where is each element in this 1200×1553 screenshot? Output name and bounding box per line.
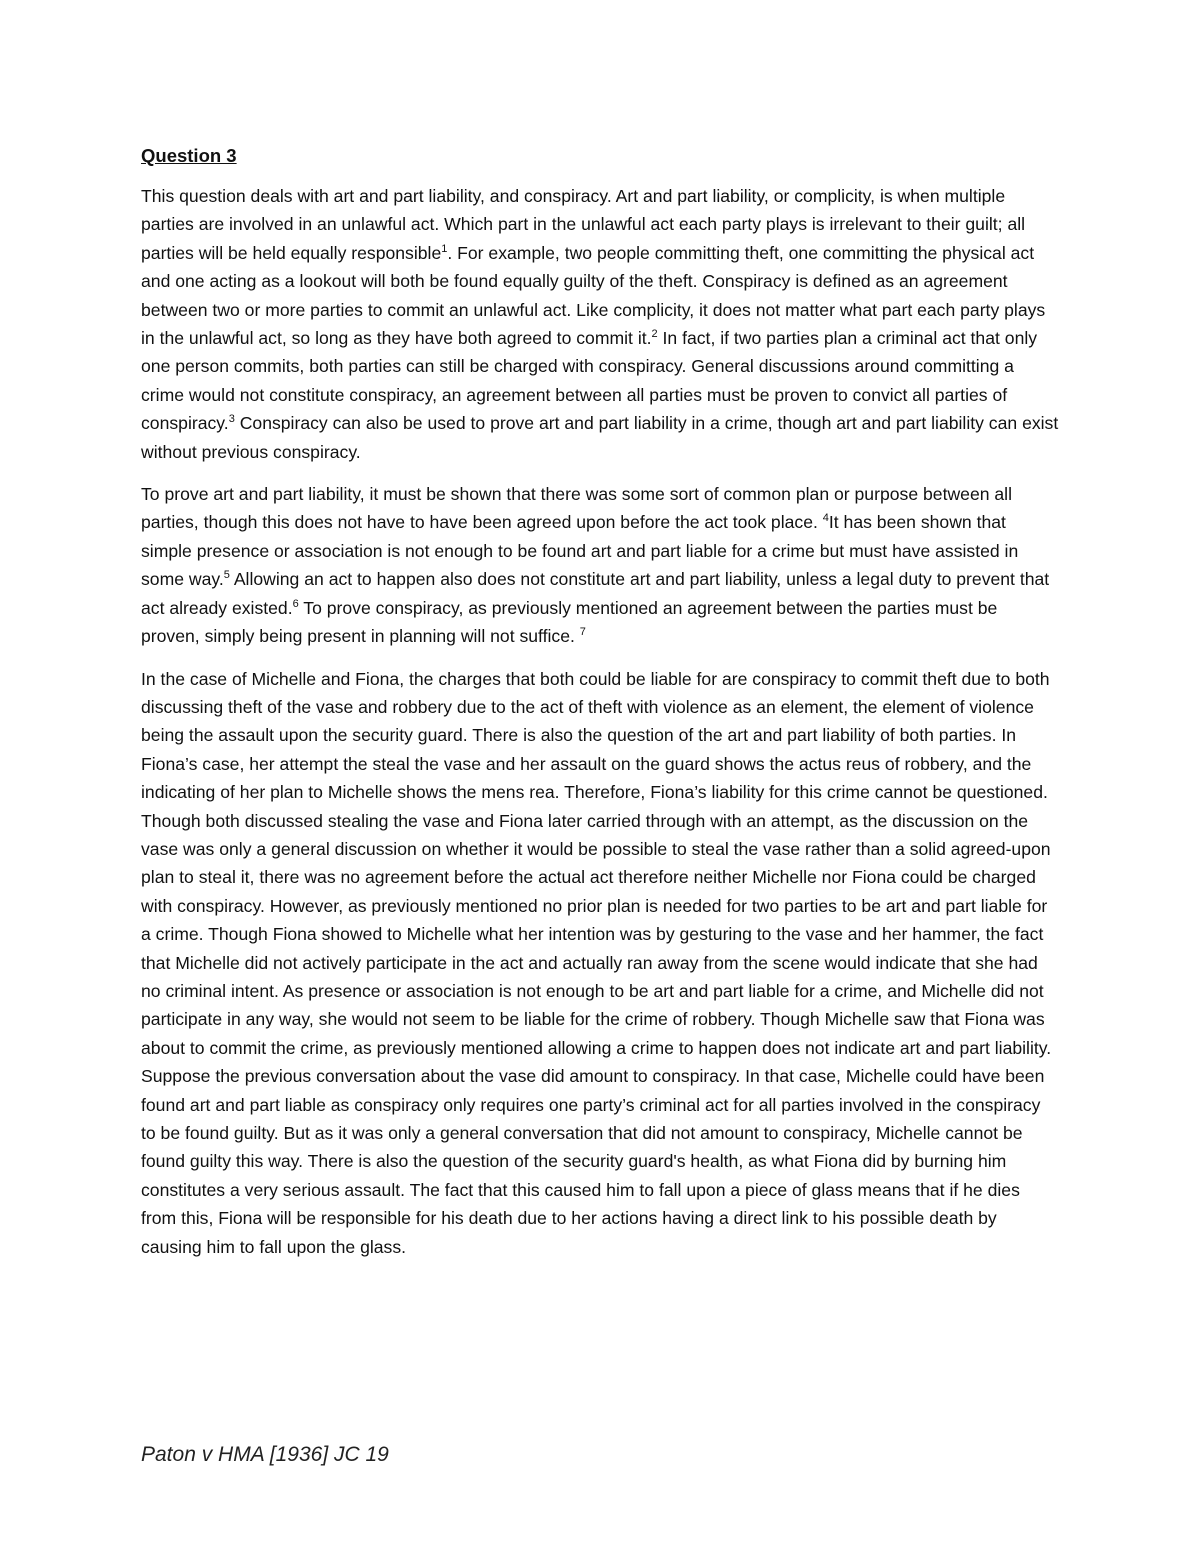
document-body [141,142,1059,1275]
footnote-citation: Paton v HMA [1936] JC 19 [141,1443,389,1466]
paragraph-text: This question deals with art and part liability, and conspiracy. Art and part liability, or complicity, is when multiple parties are involved in an unlawful act. Which part in the unlawful act each party plays is irrelevant to their guilt; all parties will be held equally responsible [141,186,1026,263]
footnote-ref-2: 2 [651,328,658,341]
paragraph-2 [141,480,1059,650]
question-heading: Question 3 [141,145,237,166]
paragraph-text: To prove conspiracy, as previously mentioned an agreement between the parties must be proven, simply being present in planning will not suffice. [141,597,998,647]
footnote-ref-5: 5 [223,569,230,582]
paragraph-text: In the case of Michelle and Fiona, the charges that both could be liable for are conspiracy to commit theft due to both discussing theft of the vase and robbery due to the act of theft with violence as an element, the element of violence being the assault upon the security guard. There is also the question of the art and part liability of both parties. In Fiona’s case, her attempt the steal the vase and her assault on the guard shows the actus reus of robbery, and the indicating of her plan to Michelle shows the mens rea. Therefore, Fiona’s liability for this crime cannot be questioned. Though both discussed stealing the vase and Fiona later carried through with an attempt, as the discussion on the vase was only a general discussion on whether it would be possible to steal the vase rather than a solid agreed-upon plan to steal it, there was no agreement before the actual act therefore neither Michelle nor Fiona could be charged with conspiracy. However, as previously mentioned no prior plan is needed for two parties to be art and part liable for a crime. Though Fiona showed to Michelle what her intention was by gesturing to the vase and her hammer, the fact that Michelle did not actively participate in the act and actually ran away from the scene would indicate that she had no criminal intent. As presence or association is not enough to be art and part liable for a crime, and Michelle did not participate in any way, she would not seem to be liable for the crime of robbery. Though Michelle saw that Fiona was about to commit the crime, as previously mentioned allowing a crime to happen does not indicate art and part liability. Suppose the previous conversation about the vase did amount to conspiracy. In that case, Michelle could have been found art and part liable as conspiracy only requires one party’s criminal act for all parties involved in the conspiracy to be found guilty. But as it was only a general conversation that did not amount to conspiracy, Michelle cannot be found guilty this way. There is also the question of the security guard's health, as what Fiona did by burning him constitutes a very serious assault. The fact that this caused him to fall upon a piece of glass means that if he dies from this, Fiona will be responsible for his death due to her actions having a direct link to his possible death by causing him to fall upon the glass. [141,668,1052,1257]
paragraph-text: Allowing an act to happen also does not constitute art and part liability, unless a legal duty to prevent that act already existed. [141,569,1050,618]
paragraph-text: . For example, two people committing theft, one committing the physical act and one acting as a lookout will both be found equally guilty of the theft. Conspiracy is defined as an agreement between two or more parties to commit an unlawful act. Like complicity, it does not matter what part each party plays in the unlawful act, so long as they have both agreed to commit it. [141,242,1046,349]
footnote-ref-1: 1 [441,242,448,255]
footnote-ref-3: 3 [228,413,235,426]
footnote-ref-4: 4 [822,512,829,525]
footnote-ref-6: 6 [292,597,299,610]
paragraph-3 [141,665,1059,1262]
paragraph-text: It has been shown that simple presence or association is not enough to be found art and part liable for a crime but must have assisted in some way. [141,512,1019,590]
paragraph-1 [141,182,1059,466]
paragraph-text: To prove art and part liability, it must be shown that there was some sort of common plan or purpose between all parties, though this does not have to have been agreed upon before the act took place. [141,484,1013,533]
paragraph-text: In fact, if two parties plan a criminal act that only one person commits, both parties can still be charged with conspiracy. General discussions around committing a crime would not constitute conspiracy, an agreement between all parties must be proven to convict all parties of conspiracy. [141,328,1038,434]
footnote-ref-7: 7 [579,626,586,639]
paragraph-text: Conspiracy can also be used to prove art and part liability in a crime, though art and part liability can exist without previous conspiracy. [141,413,1059,462]
